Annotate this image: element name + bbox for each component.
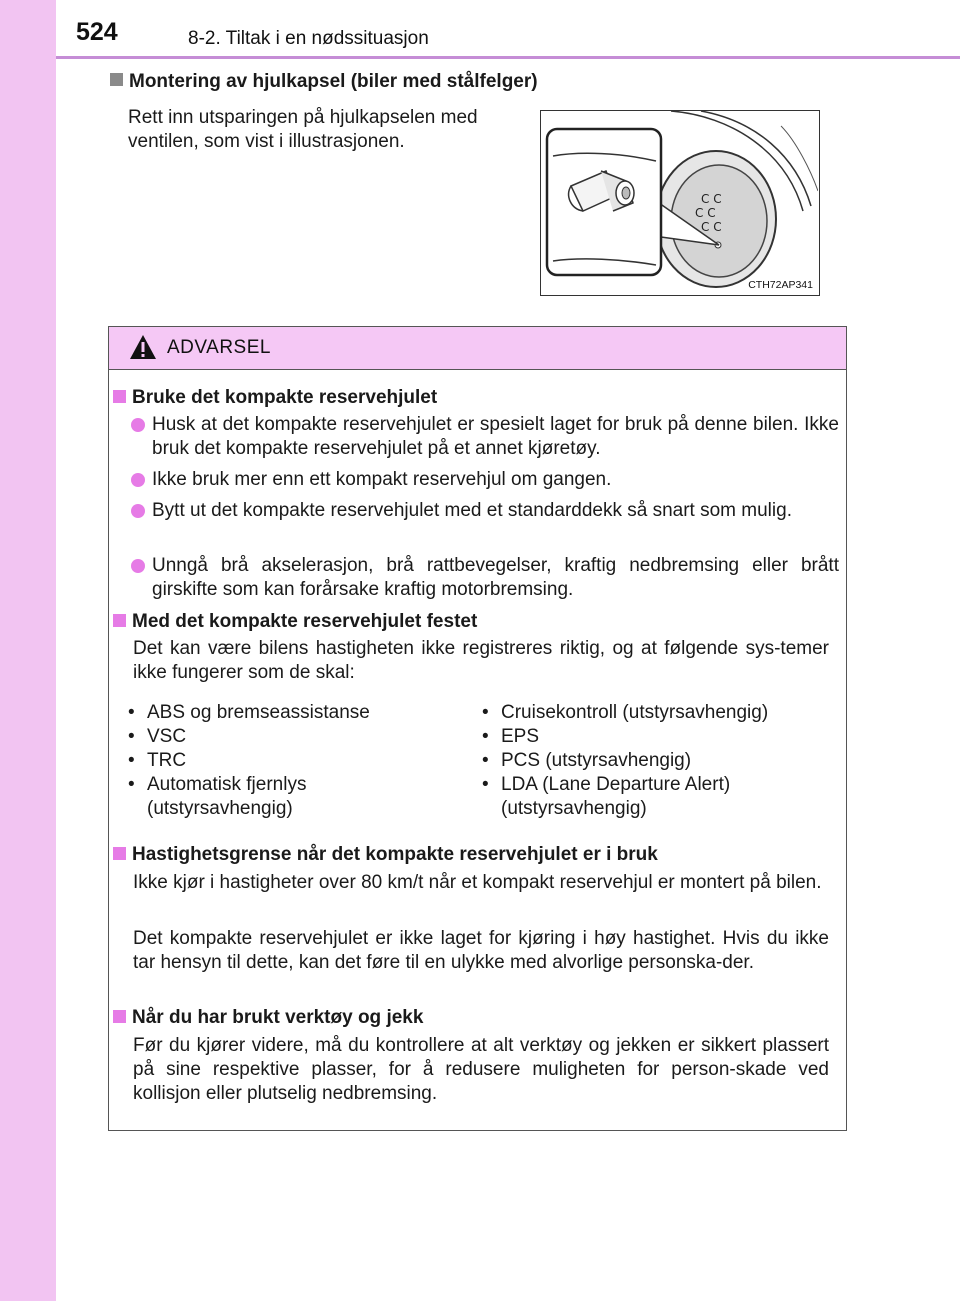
list-item: • Cruisekontroll (utstyrsavhengig) — [481, 701, 831, 725]
gray-square-icon — [110, 73, 123, 86]
side-color-strip — [0, 0, 56, 1301]
bullet-item — [131, 468, 839, 492]
svg-text:C C: C C — [701, 220, 722, 234]
bullet-dot-icon — [131, 559, 145, 573]
sub-heading-speed-limit — [113, 844, 658, 866]
magenta-square-icon — [113, 847, 126, 860]
paragraph: Før du kjører videre, må du kontrollere at alt verktøy og jekken er sikkert plassert på sine respektive plasser, for å redusere muligheten for person-skade ved kollisjon eller plutselig nedbremsing. — [133, 1035, 829, 1104]
svg-text:C C: C C — [695, 206, 716, 220]
section-title: 8-2. Tiltak i en nødssituasjon — [188, 28, 429, 49]
header-divider — [56, 56, 960, 59]
bullet-text: Husk at det kompakte reservehjulet er spesielt laget for bruk på denne bilen. Ikke bruk det kompakte reservehjulet på et annet kjøretøy. — [152, 414, 839, 459]
warning-header — [109, 327, 846, 370]
system-list-left — [127, 701, 457, 821]
warning-box — [108, 326, 847, 1131]
bullet-dot-icon — [131, 504, 145, 518]
bullet-item — [131, 554, 839, 602]
list-item: • EPS — [481, 725, 831, 749]
system-list-right — [481, 701, 831, 821]
bullet-item — [131, 413, 839, 461]
magenta-square-icon — [113, 390, 126, 403]
sub-heading-text: Bruke det kompakte reservehjulet — [132, 387, 438, 408]
warning-triangle-icon — [129, 334, 157, 360]
magenta-square-icon — [113, 614, 126, 627]
list-item: • LDA (Lane Departure Alert) (utstyrsavhengig) — [481, 773, 781, 821]
bullet-text: Unngå brå akselerasjon, brå rattbevegelser, kraftig nedbremsing eller brått girskifte som kan forårsake kraftig motorbremsing. — [152, 555, 839, 600]
sub-heading-text: Hastighetsgrense når det kompakte reservehjulet er i bruk — [132, 844, 658, 865]
paragraph: Det kompakte reservehjulet er ikke laget for kjøring i høy hastighet. Hvis du ikke tar hensyn til dette, kan det føre til en ulykke med alvorlige personska-der. — [133, 928, 829, 973]
sub-heading-text: Med det kompakte reservehjulet festet — [132, 611, 478, 632]
intro-heading — [110, 71, 538, 93]
list-item: • Automatisk fjernlys (utstyrsavhengig) — [127, 773, 347, 821]
bullet-text: Ikke bruk mer enn ett kompakt reservehjul om gangen. — [152, 469, 612, 490]
list-item: • TRC — [127, 749, 457, 773]
paragraph: Ikke kjør i hastigheter over 80 km/t når et kompakt reservehjul er montert på bilen. — [133, 872, 822, 893]
sub-heading-text: Når du har brukt verktøy og jekk — [132, 1007, 424, 1028]
sub-heading-spare-use — [113, 387, 437, 409]
intro-heading-text: Montering av hjulkapsel (biler med stålfelger) — [129, 71, 538, 92]
sub-heading-spare-fitted — [113, 611, 477, 633]
bullet-text: Bytt ut det kompakte reservehjulet med et standarddekk så snart som mulig. — [152, 500, 792, 521]
hubcap-illustration — [540, 110, 820, 296]
bullet-dot-icon — [131, 418, 145, 432]
list-item: • VSC — [127, 725, 457, 749]
sub-heading-tools-jack — [113, 1007, 423, 1029]
list-item: • ABS og bremseassistanse — [127, 701, 457, 725]
bullet-dot-icon — [131, 473, 145, 487]
warning-title: ADVARSEL — [167, 337, 271, 358]
intro-text: Rett inn utsparingen på hjulkapselen med ventilen, som vist i illustrasjonen. — [128, 107, 478, 152]
hubcap-valve-drawing — [541, 111, 818, 294]
list-item: • PCS (utstyrsavhengig) — [481, 749, 831, 773]
page-number: 524 — [76, 18, 118, 46]
bullet-item — [131, 499, 839, 523]
magenta-square-icon — [113, 1010, 126, 1023]
figure-code: CTH72AP341 — [748, 279, 813, 291]
paragraph: Det kan være bilens hastigheten ikke registreres riktig, og at følgende sys-temer ikke fungerer som de skal: — [133, 638, 829, 683]
svg-text:C C: C C — [701, 192, 722, 206]
